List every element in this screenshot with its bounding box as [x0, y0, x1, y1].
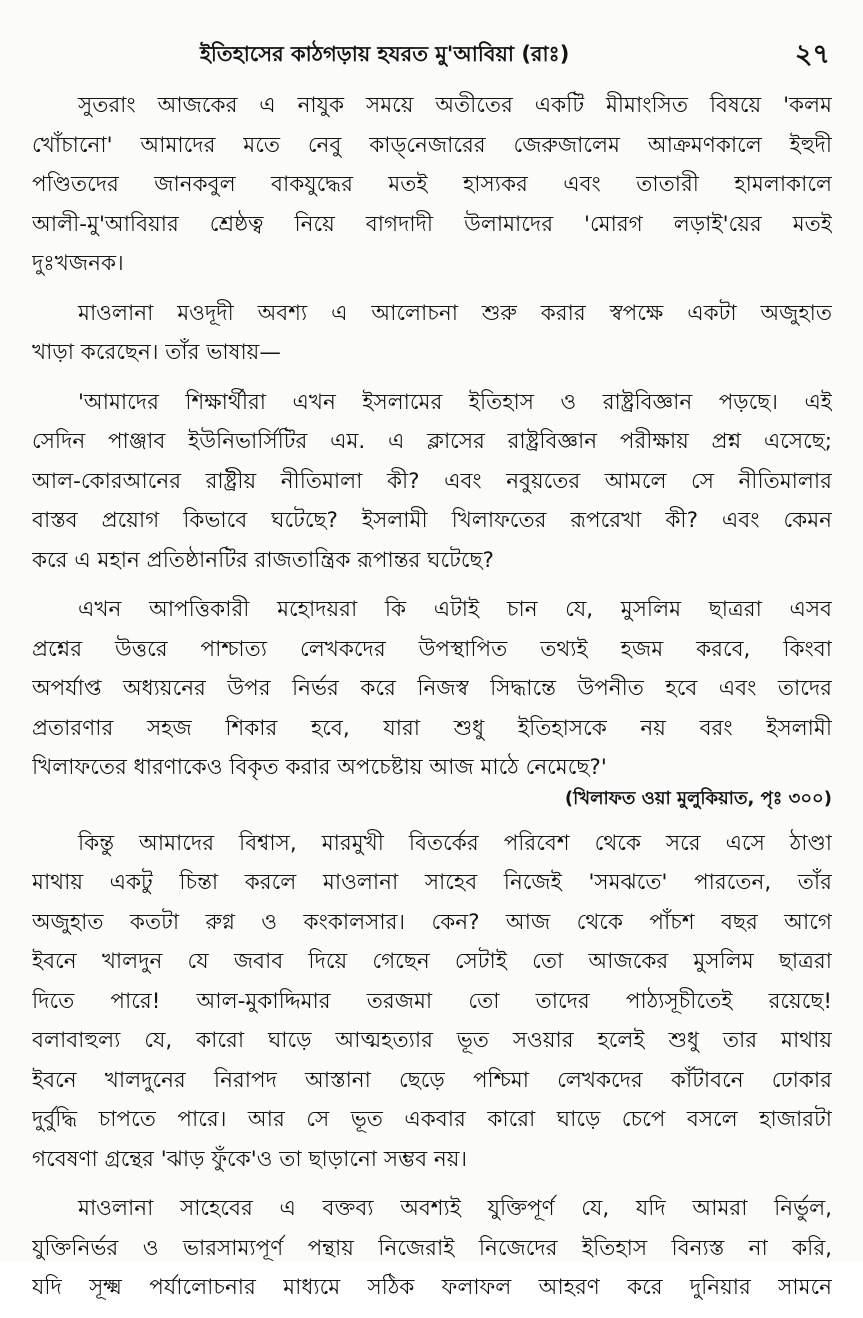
text-line: ইবনে খালদুন যে জবাব দিয়ে গেছেন সেটাই তো আজকের মুসলিম ছাত্ররা — [32, 949, 832, 974]
body-text — [32, 86, 832, 1318]
text-line: সুতরাং আজকের এ নাযুক সময়ে অতীতের একটি মীমাংসিত বিষয়ে 'কলম — [78, 93, 832, 118]
quoted-paragraph — [32, 590, 832, 814]
text-line: মাওলানা সাহেবের এ বক্তব্য অবশ্যই যুক্তিপূর্ণ যে, যদি আমরা নির্ভুল, — [78, 1196, 832, 1221]
text-line: যুক্তিনির্ভর ও ভারসাম্যপূর্ণ পন্থায় নিজেরাই নিজেদের ইতিহাস বিন্যস্ত না করি, — [32, 1235, 832, 1261]
text-line: 'আমাদের শিক্ষার্থীরা এখন ইসলামের ইতিহাস ও রাষ্ট্রবিজ্ঞান পড়ছে। এই — [78, 389, 832, 415]
text-line: বলাবাহুল্য যে, কারো ঘাড়ে আত্মহত্যার ভূত সওয়ার হলেই শুধু তার মাথায় — [32, 1028, 832, 1053]
page-number: ২৭ — [794, 39, 830, 70]
paragraph — [32, 824, 832, 1180]
text-line: সেদিন পাঞ্জাব ইউনিভার্সিটির এম. এ ক্লাসের রাষ্ট্রবিজ্ঞান পরীক্ষায় প্রশ্ন এসেছে; — [32, 429, 832, 454]
text-line: অজুহাত কতটা রুগ্ন ও কংকালসার। কেন? আজ থেকে পাঁচশ বছর আগে — [32, 909, 832, 935]
citation: (খিলাফত ওয়া মুলুকিয়াত, পৃঃ ৩০০) — [564, 787, 832, 809]
text-line: কিন্তু আমাদের বিশ্বাস, মারমুখী বিতর্কের পরিবেশ থেকে সরে এসে ঠাণ্ডা — [78, 830, 832, 856]
text-line: আল-কোরআনের রাষ্ট্রীয় নীতিমালা কী? এবং নবুয়তের আমলে সে নীতিমালার — [32, 468, 832, 494]
text-line: খোঁচানো' আমাদের মতে নেবু কাড্‌নেজারের জেরুজালেম আক্রমণকালে ইহুদী — [32, 132, 832, 158]
text-line: খিলাফতের ধারণাকেও বিকৃত করার অপচেষ্টায় আজ মাঠে নেমেছে?' — [32, 755, 607, 780]
text-line: এখন আপত্তিকারী মহোদয়রা কি এটাই চান যে, মুসলিম ছাত্ররা এসব — [78, 597, 832, 622]
running-head: ইতিহাসের কাঠগড়ায় হযরত মু'আবিয়া (রাঃ) — [200, 42, 570, 66]
text-line: মাওলানা মওদূদী অবশ্য এ আলোচনা শুরু করার স্বপক্ষে একটা অজুহাত — [78, 300, 832, 326]
text-line: ইবনে খালদুনের নিরাপদ আস্তানা ছেড়ে পশ্চিমা লেখকদের কাঁটাবনে ঢোকার — [32, 1067, 832, 1093]
paragraph — [32, 294, 832, 373]
text-line: দিতে পারে! আল-মুকাদ্দিমার তরজমা তো তাদের পাঠ্যসূচীতেই রয়েছে! — [32, 988, 832, 1014]
text-line: গবেষণা গ্রন্থের 'ঝাড় ফুঁকে'ও তা ছাড়ানো সম্ভব নয়। — [32, 1146, 468, 1172]
quoted-paragraph — [32, 383, 832, 581]
text-line: প্রশ্নের উত্তরে পাশ্চাত্য লেখকদের উপস্থাপিত তথ্যই হজম করবে, কিংবা — [32, 636, 832, 662]
text-line: দুর্বুদ্ধি চাপতে পারে। আর সে ভূত একবার কারো ঘাড়ে চেপে বসলে হাজারটা — [32, 1107, 832, 1132]
text-line: যদি সূক্ষ্ম পর্যালোচনার মাধ্যমে সঠিক ফলাফল আহরণ করে দুনিয়ার সামনে — [32, 1275, 832, 1300]
page-header — [60, 38, 830, 74]
text-line: প্রতারণার সহজ শিকার হবে, যারা শুধু ইতিহাসকে নয় বরং ইসলামী — [32, 715, 832, 741]
text-line: দুঃখজনক। — [32, 251, 124, 276]
text-line: খাড়া করেছেন। তাঁর ভাষায়— — [32, 340, 281, 365]
text-line: বাস্তব প্রয়োগ কিভাবে ঘটেছে? ইসলামী খিলাফতের রূপরেখা কী? এবং কেমন — [32, 508, 832, 533]
text-line: পণ্ডিতদের জানকবুল বাকযুদ্ধের মতই হাস্যকর এবং তাতারী হামলাকালে — [32, 172, 832, 197]
paragraph — [32, 1189, 832, 1308]
text-line: অপর্যাপ্ত অধ্যয়নের উপর নির্ভর করে নিজস্ব সিদ্ধান্তে উপনীত হবে এবং তাদের — [32, 676, 832, 701]
text-line: করে এ মহান প্রতিষ্ঠানটির রাজতান্ত্রিক রূপান্তর ঘটেছে? — [32, 547, 494, 573]
text-line: মাথায় একটু চিন্তা করলে মাওলানা সাহেব নিজেই 'সমঝতে' পারতেন, তাঁর — [32, 870, 832, 895]
paragraph — [32, 86, 832, 284]
text-line: আলী-মু'আবিয়ার শ্রেষ্ঠত্ব নিয়ে বাগদাদী উলামাদের 'মোরগ লড়াই'য়ের মতই — [32, 211, 832, 237]
